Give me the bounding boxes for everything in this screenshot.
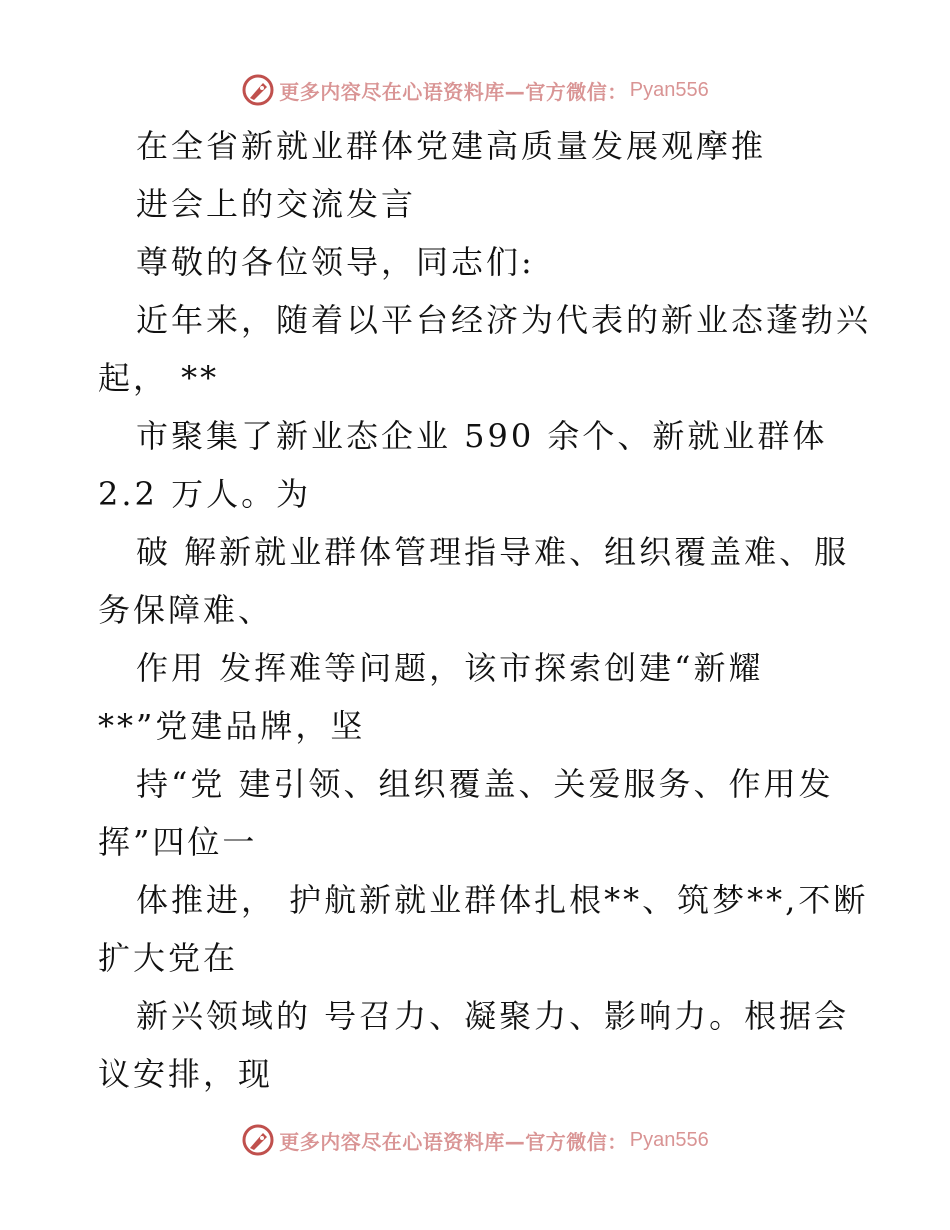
- text-line: 近年来，随着以平台经济为代表的新业态蓬勃兴: [136, 301, 872, 339]
- text-line: 起， **: [98, 359, 220, 397]
- title-line-1: 在全省新就业群体党建高质量发展观摩推: [136, 127, 767, 165]
- watermark-text: 更多内容尽在心语资料库—官方微信：: [279, 79, 628, 104]
- text-line: 持“党 建引领、组织覆盖、关爱服务、作用发: [136, 765, 834, 803]
- title-line-2: 进会上的交流发言: [136, 185, 417, 223]
- watermark-wechat-id: Pyan556: [629, 1128, 709, 1151]
- text-line: 作用 发挥难等问题，该市探索创建“新耀: [136, 649, 764, 687]
- text-line: 破 解新就业群体管理指导难、组织覆盖难、服: [136, 533, 850, 571]
- header-watermark: [0, 70, 950, 110]
- text-line: 市聚集了新业态企业 590 余个、新就业群体: [136, 417, 828, 455]
- text-line: 议安排，现: [98, 1055, 274, 1093]
- text-line: 务保障难、: [98, 591, 274, 629]
- salutation: 尊敬的各位领导，同志们:: [136, 243, 535, 281]
- text-line: **”党建品牌，坚: [98, 707, 366, 745]
- pen-nib-logo-icon: [241, 1123, 275, 1157]
- watermark-wechat-id: Pyan556: [629, 78, 709, 101]
- text-line: 新兴领域的 号召力、凝聚力、影响力。根据会: [136, 997, 850, 1035]
- watermark-text: 更多内容尽在心语资料库—官方微信：: [279, 1129, 628, 1154]
- text-line: 挥”四位一: [98, 823, 258, 861]
- document-body: [98, 117, 898, 1103]
- text-line: 体推进， 护航新就业群体扎根**、筑梦**,不断: [136, 881, 869, 919]
- text-line: 扩大党在: [98, 939, 239, 977]
- footer-watermark: [0, 1120, 950, 1160]
- text-line: 2.2 万人。为: [98, 475, 312, 513]
- pen-nib-logo-icon: [241, 73, 275, 107]
